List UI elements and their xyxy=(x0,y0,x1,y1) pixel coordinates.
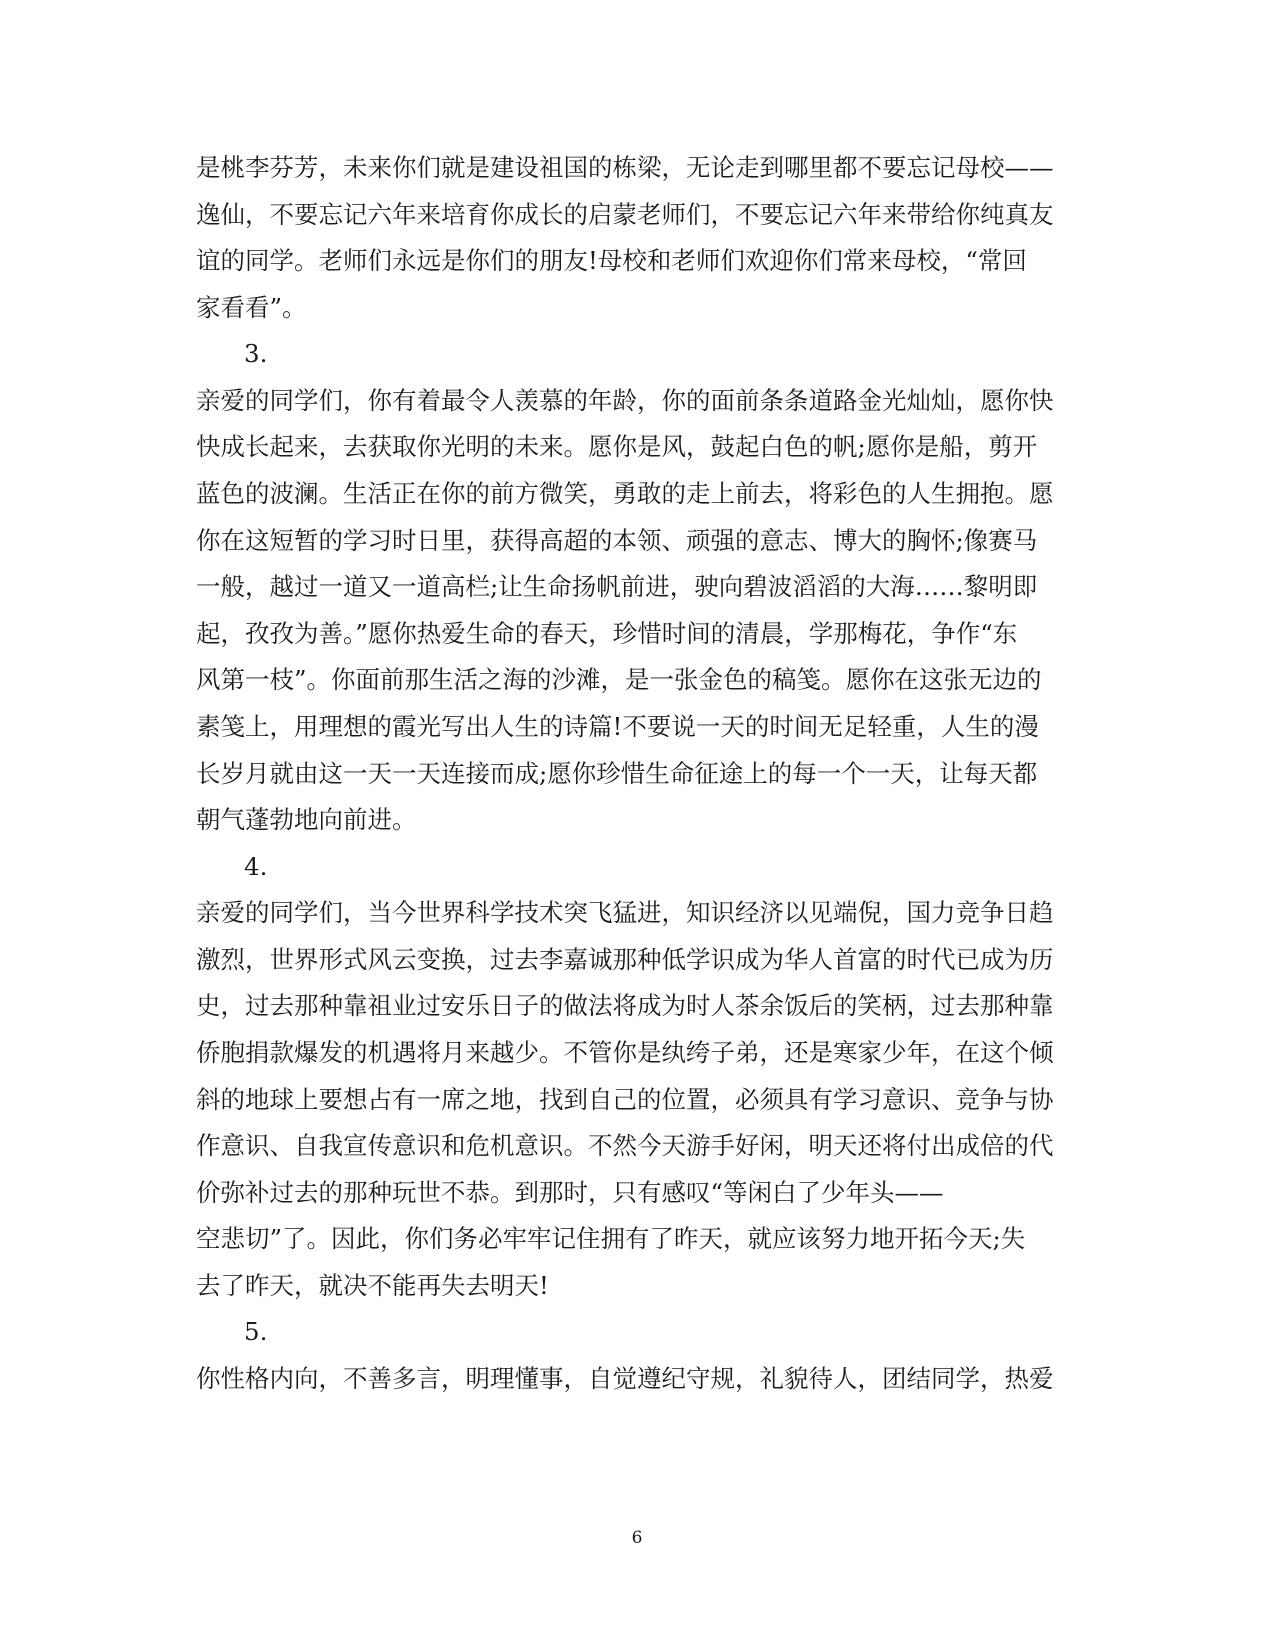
page-number: 6 xyxy=(631,1528,643,1548)
section-number: 3. xyxy=(244,339,268,369)
text-line: 逸仙，不要忘记六年来培育你成长的启蒙老师们，不要忘记六年来带给你纯真友 xyxy=(196,199,1054,229)
text-line: 亲爱的同学们，你有着最令人羡慕的年龄，你的面前条条道路金光灿灿，愿你快 xyxy=(196,385,1054,415)
section-number: 5. xyxy=(244,1317,268,1347)
text-line: 蓝色的波澜。生活正在你的前方微笑，勇敢的走上前去，将彩色的人生拥抱。愿 xyxy=(196,479,1054,509)
text-line: 作意识、自我宣传意识和危机意识。不然今天游手好闲，明天还将付出成倍的代 xyxy=(196,1131,1054,1161)
text-line: 朝气蓬勃地向前进。 xyxy=(196,805,417,835)
text-line: 素笺上，用理想的霞光写出人生的诗篇!不要说一天的时间无足轻重，人生的漫 xyxy=(196,711,1039,741)
text-line: 去了昨天，就决不能再失去明天! xyxy=(196,1270,549,1300)
text-line: 你性格内向，不善多言，明理懂事，自觉遵纪守规，礼貌待人，团结同学，热爱 xyxy=(196,1364,1054,1394)
text-line: 谊的同学。老师们永远是你们的朋友!母校和老师们欢迎你们常来母校，“常回 xyxy=(196,246,1027,276)
text-line: 你在这短暂的学习时日里，获得高超的本领、顽强的意志、博大的胸怀;像赛马 xyxy=(196,525,1038,555)
text-line: 起，孜孜为善。”愿你热爱生命的春天，珍惜时间的清晨，学那梅花，争作“东 xyxy=(196,618,1018,648)
body-text xyxy=(196,153,1076,1393)
text-line: 亲爱的同学们，当今世界科学技术突飞猛进，知识经济以见端倪，国力竞争日趋 xyxy=(196,898,1054,928)
text-line: 史，过去那种靠祖业过安乐日子的做法将成为时人茶余饭后的笑柄，过去那种靠 xyxy=(196,991,1054,1021)
text-line: 斜的地球上要想占有一席之地，找到自己的位置，必须具有学习意识、竞争与协 xyxy=(196,1084,1054,1114)
text-line: 激烈，世界形式风云变换，过去李嘉诚那种低学识成为华人首富的时代已成为历 xyxy=(196,944,1054,974)
text-line: 长岁月就由这一天一天连接而成;愿你珍惜生命征途上的每一个一天，让每天都 xyxy=(196,758,1038,788)
text-line: 是桃李芬芳，未来你们就是建设祖国的栋梁，无论走到哪里都不要忘记母校—— xyxy=(196,153,1054,182)
text-line: 家看看”。 xyxy=(196,292,307,322)
text-line: 空悲切”了。因此，你们务必牢牢记住拥有了昨天，就应该努力地开拓今天;失 xyxy=(196,1224,1026,1254)
text-line: 风第一枝”。你面前那生活之海的沙滩，是一张金色的稿笺。愿你在这张无边的 xyxy=(196,665,1042,695)
text-line: 快成长起来，去获取你光明的未来。愿你是风，鼓起白色的帆;愿你是船，剪开 xyxy=(196,432,1038,462)
text-line: 一般，越过一道又一道高栏;让生命扬帆前进，驶向碧波滔滔的大海……黎明即 xyxy=(196,572,1038,602)
text-line: 侨胞捐款爆发的机遇将月来越少。不管你是纨绔子弟，还是寒家少年，在这个倾 xyxy=(196,1037,1054,1067)
section-number: 4. xyxy=(244,851,268,881)
text-line: 价弥补过去的那种玩世不恭。到那时，只有感叹“等闲白了少年头—— xyxy=(196,1177,944,1207)
